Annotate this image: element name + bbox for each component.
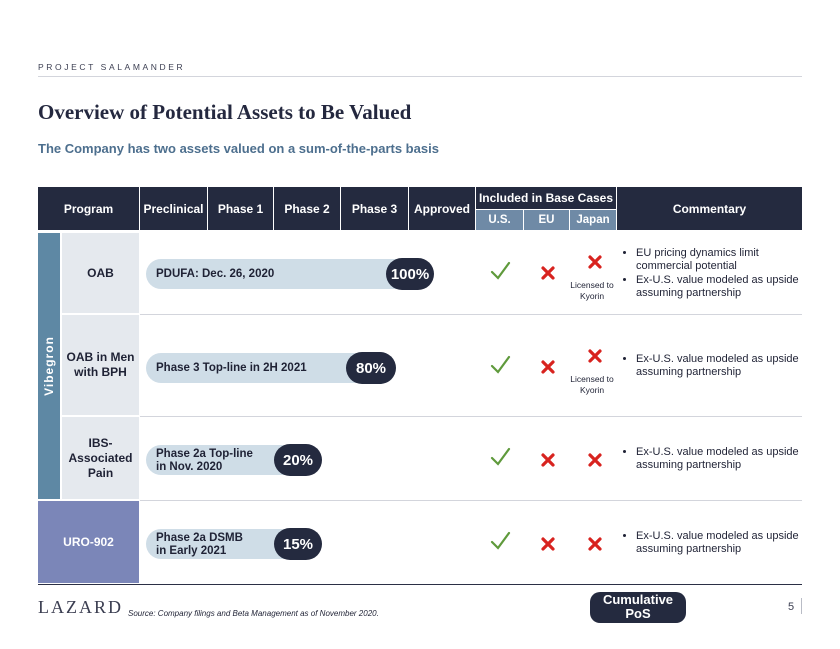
header-separator [476,209,616,210]
commentary-cell [622,247,804,301]
program-cell-oab: OAB [62,233,139,313]
program-cell-oab-bph: OAB in Men with BPH [62,315,139,415]
commentary-bullet: • EU pricing dynamics limit commercial potential [636,247,804,273]
milestone-label-line: Phase 2a Top-line [156,448,253,460]
col-approved: Approved [409,187,475,230]
page-title: Overview of Potential Assets to Be Valued [38,100,412,124]
vibegron-group-label: Vibegron [38,233,60,499]
project-eyebrow: PROJECT SALAMANDER [38,62,186,72]
col-phase3: Phase 3 [341,187,408,230]
commentary-bullet: • Ex-U.S. value modeled as upside assuming partnership [636,530,804,556]
program-cell-ibs: IBS-Associated Pain [62,417,139,499]
commentary-bullet: • Ex-U.S. value modeled as upside assuming partnership [636,446,804,472]
page-number-divider [801,598,802,614]
cross-icon [584,533,606,555]
header-separator [340,187,341,230]
milestone-label: PDUFA: Dec. 26, 2020 [156,268,275,280]
col-phase1: Phase 1 [208,187,273,230]
check-icon [489,446,511,468]
cross-icon [584,251,606,273]
col-commentary: Commentary [617,187,802,230]
col-us: U.S. [476,210,523,230]
bottom-divider [38,584,802,585]
row-divider [140,416,802,417]
header-separator [616,187,617,230]
milestone-label-line: in Early 2021 [156,545,227,557]
col-eu: EU [524,210,569,230]
commentary-bullet: • Ex-U.S. value modeled as upside assuming partnership [636,274,804,300]
commentary-cell [622,446,804,473]
row-divider [140,314,802,315]
pos-pill: 80% [346,352,396,384]
pos-pill: 100% [386,258,434,290]
page-number: 5 [788,601,795,613]
milestone-label [156,448,253,474]
cumulative-pos-legend: Cumulative PoS [590,592,686,623]
header-separator [139,187,140,230]
source-note: Source: Company filings and Beta Management as of November 2020. [128,609,379,618]
header-separator [408,187,409,230]
cross-icon [537,449,559,471]
japan-note: Licensed to Kyorin [570,374,614,395]
commentary-bullet: • Ex-U.S. value modeled as upside assuming partnership [636,353,804,379]
japan-note: Licensed to Kyorin [570,280,614,301]
page-subtitle: The Company has two assets valued on a sum-of-the-parts basis [38,141,439,156]
cross-icon [537,533,559,555]
commentary-cell [622,530,804,557]
top-divider [38,76,802,77]
lazard-logo: LAZARD [38,597,123,617]
col-base-cases: Included in Base Cases [476,187,616,209]
check-icon [489,354,511,376]
program-cell-uro902: URO-902 [38,501,139,583]
pos-pill: 15% [274,528,322,560]
commentary-cell [622,353,804,380]
check-icon [489,530,511,552]
col-phase2: Phase 2 [274,187,340,230]
header-separator [523,210,524,230]
col-program: Program [38,187,139,230]
header-separator [273,187,274,230]
row-divider [140,500,802,501]
header-separator [569,210,570,230]
cross-icon [537,356,559,378]
col-japan: Japan [570,210,616,230]
milestone-label [156,532,243,558]
milestone-label: Phase 3 Top-line in 2H 2021 [156,362,307,374]
col-preclinical: Preclinical [140,187,207,230]
milestone-label-line: in Nov. 2020 [156,461,223,473]
check-icon [489,260,511,282]
cross-icon [584,449,606,471]
header-separator [207,187,208,230]
milestone-label-line: Phase 2a DSMB [156,532,243,544]
pos-pill: 20% [274,444,322,476]
cross-icon [584,345,606,367]
cross-icon [537,262,559,284]
